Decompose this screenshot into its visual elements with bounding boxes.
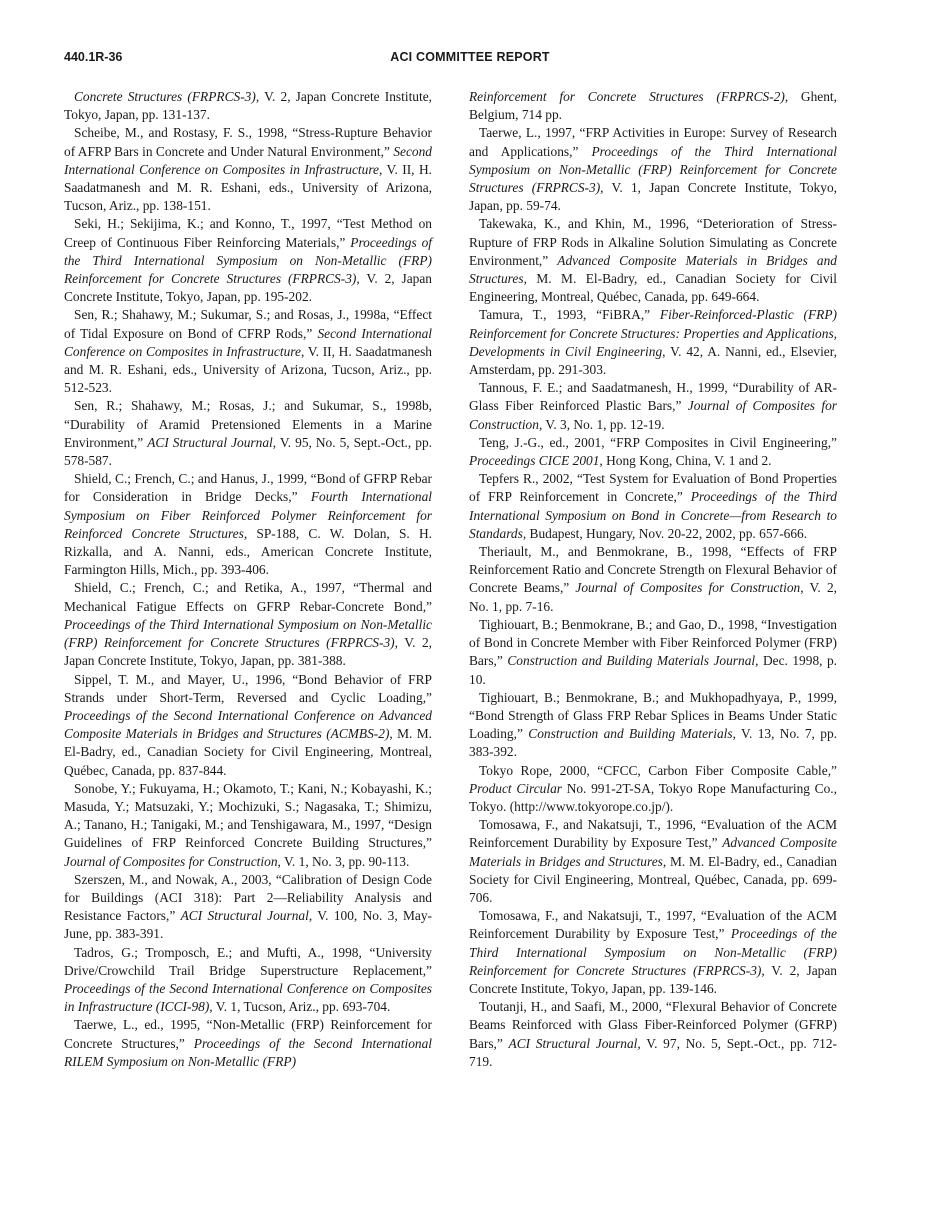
reference-text: , V. 1, Tucson, Ariz., pp. 693-704. xyxy=(209,999,391,1015)
reference-text: Sen, R.; Shahawy, M.; Sukumar, S.; and Rosas, J., 1998a, “Effect of Tidal Exposure on Bond of CFRP Rods,” xyxy=(64,307,432,341)
reference-source-title: Product Circular xyxy=(469,780,562,796)
reference-text: Tomosawa, F., and Nakatsuji, T., 1997, “Evaluation of the ACM Reinforcement Durability by Exposure Test,” xyxy=(469,908,837,942)
reference-text: , V. 13, No. 7, pp. 383-392. xyxy=(469,726,837,760)
reference-source-title: Second International Conference on Composites in Infrastructure xyxy=(64,325,432,359)
reference-text: , V. 2, Japan Concrete Institute, Tokyo, Japan, pp. 131-137. xyxy=(64,89,432,123)
reference-text: , V. 1, No. 3, pp. 90-113. xyxy=(277,853,410,869)
reference-text: Sen, R.; Shahawy, M.; Rosas, J.; and Sukumar, S., 1998b, “Durability of Aramid Pretensioned Elements in a Marine Environment,” xyxy=(64,398,432,450)
reference-source-title: Fiber-Reinforced-Plastic (FRP) Reinforcement for Concrete Structures: Properties and Applications, Developments in Civil Engineering xyxy=(469,307,837,359)
reference-text: , Dec. 1998, p. 10. xyxy=(469,653,838,687)
page-number: 440.1R-36 xyxy=(64,50,123,64)
reference-text: , Budapest, Hungary, Nov. 20-22, 2002, pp. 657-666. xyxy=(522,525,808,541)
reference-text: , SP-188, C. W. Dolan, S. H. Rizkalla, and A. Nanni, eds., American Concrete Institute, Farmington Hills, Mich., pp. 393-406. xyxy=(64,525,432,578)
reference-text: , M. M. El-Badry, ed., Canadian Society for Civil Engineering, Montreal, Québec, Canada, pp. 649-664. xyxy=(469,271,837,305)
reference-source-title: Fourth International Symposium on Fiber Reinforced Polymer Reinforcement for Reinforced Concrete Structures xyxy=(64,489,433,541)
reference-text: Tamura, T., 1993, “FiBRA,” xyxy=(479,307,660,323)
reference-entry xyxy=(64,215,432,306)
reference-text: Szerszen, M., and Nowak, A., 2003, “Calibration of Design Code for Buildings (ACI 318): Part 2—Reliability Analysis and Resistance Factors,” xyxy=(64,871,432,924)
reference-source-title: Journal of Composites for Construction xyxy=(64,853,278,869)
reference-text: , V. 100, No. 3, May-June, pp. 383-391. xyxy=(64,908,433,942)
reference-entry xyxy=(469,616,837,689)
reference-source-title: Proceedings of the Second International RILEM Symposium on Non-Metallic (FRP) xyxy=(64,1035,432,1069)
reference-text: , V. 97, No. 5, Sept.-Oct., pp. 712-719. xyxy=(469,1035,837,1069)
reference-text: , V. 2, Japan Concrete Institute, Tokyo, Japan, pp. 139-146. xyxy=(469,962,837,996)
reference-text: , Ghent, Belgium, 714 pp. xyxy=(469,89,837,123)
reference-entry xyxy=(64,944,432,1017)
reference-entry xyxy=(64,780,432,871)
reference-text: , V. 95, No. 5, Sept.-Oct., pp. 578-587. xyxy=(64,434,432,469)
reference-text: , V. 42, A. Nanni, ed., Elsevier, Amsterdam, pp. 291-303. xyxy=(469,343,838,378)
reference-entry xyxy=(64,88,432,124)
reference-text: Tepfers R., 2002, “Test System for Evaluation of Bond Properties of FRP Reinforcement in Concrete,” xyxy=(469,471,837,505)
reference-source-title: Proceedings of the Second International Conference on Composites in Infrastructure (ICCI-98) xyxy=(64,980,432,1015)
reference-entry xyxy=(64,1016,432,1071)
reference-text: Tomosawa, F., and Nakatsuji, T., 1996, “Evaluation of the ACM Reinforcement Durability by Exposure Test,” xyxy=(469,817,837,851)
reference-source-title: Advanced Composite Materials in Bridges and Structures xyxy=(469,252,837,287)
reference-source-title: ACI Structural Journal xyxy=(180,908,309,924)
reference-entry xyxy=(64,579,432,670)
reference-entry xyxy=(469,689,837,762)
reference-source-title: ACI Structural Journal xyxy=(508,1035,638,1051)
reference-text: , V. 3, No. 1, pp. 12-19. xyxy=(538,416,665,432)
reference-entry xyxy=(469,215,837,306)
reference-entry xyxy=(469,816,837,907)
reference-column-right xyxy=(469,88,837,1071)
reference-source-title: Advanced Composite Materials in Bridges and Structures xyxy=(469,835,838,869)
reference-text: , V. II, H. Saadatmanesh and M. R. Eshani, eds., University of Arizona, Tucson, Ariz., pp. 512-523. xyxy=(64,343,432,396)
reference-source-title: Second International Conference on Composites in Infrastructure xyxy=(64,143,432,177)
reference-text: Toutanji, H., and Saafi, M., 2000, “Flexural Behavior of Concrete Beams Reinforced with Glass Fiber-Reinforced Polymer (GFRP) Bars,” xyxy=(469,999,837,1051)
reference-source-title: Proceedings of the Second International Conference on Advanced Composite Materials in Bridges and Structures (ACMBS-2) xyxy=(64,707,432,742)
reference-text: , Hong Kong, China, V. 1 and 2. xyxy=(599,453,772,469)
page-header xyxy=(64,50,876,70)
reference-text: Takewaka, K., and Khin, M., 1996, “Deterioration of Stress-Rupture of FRP Rods in Alkaline Solution Simulating as Concrete Environment,” xyxy=(469,216,837,268)
reference-text: Sippel, T. M., and Mayer, U., 1996, “Bond Behavior of FRP Strands under Short-Term, Reversed and Cyclic Loading,” xyxy=(64,671,432,705)
reference-entry xyxy=(469,470,837,543)
reference-source-title: ACI Structural Journal xyxy=(147,434,273,450)
reference-entry xyxy=(469,907,837,998)
reference-source-title: Proceedings CICE 2001 xyxy=(469,453,600,469)
reference-text: , M. M. El-Badry, ed., Canadian Society for Civil Engineering, Montreal, Québec, Canada, pp. 699-706. xyxy=(469,853,837,905)
reference-entry xyxy=(469,434,837,470)
reference-source-title: Construction and Building Materials xyxy=(528,726,733,742)
reference-text: Shield, C.; French, C.; and Retika, A., 1997, “Thermal and Mechanical Fatigue Effects on GFRP Rebar-Concrete Bond,” xyxy=(64,580,432,614)
reference-source-title: Proceedings of the Third International Symposium on Non-Metallic (FRP) Reinforcement for Concrete Structures (FRPRCS-3) xyxy=(469,926,837,978)
reference-entry xyxy=(64,470,432,579)
reference-entry xyxy=(64,871,432,944)
report-title: ACI COMMITTEE REPORT xyxy=(390,50,550,64)
reference-source-title: Proceedings of the Third International Symposium on Non-Metallic (FRP) Reinforcement for Concrete Structures (FRPRCS-3) xyxy=(64,234,432,287)
reference-text: , V. 2, No. 1, pp. 7-16. xyxy=(469,580,837,614)
reference-text: Taerwe, L., ed., 1995, “Non-Metallic (FRP) Reinforcement for Concrete Structures,” xyxy=(64,1017,432,1051)
reference-text: Theriault, M., and Benmokrane, B., 1998, “Effects of FRP Reinforcement Ratio and Concrete Strength on Flexural Behavior of Concrete Beams,” xyxy=(469,544,837,596)
reference-text: Tokyo Rope, 2000, “CFCC, Carbon Fiber Composite Cable,” xyxy=(479,762,837,778)
reference-entry xyxy=(64,306,432,397)
reference-text: , V. II, H. Saadatmanesh and M. R. Eshani, eds., University of Arizona, Tucson, Ariz., pp. 138-151. xyxy=(64,161,432,214)
reference-text: Taerwe, L., 1997, “FRP Activities in Europe: Survey of Research and Applications,” xyxy=(469,125,837,159)
reference-source-title: Reinforcement for Concrete Structures (FRPRCS-2) xyxy=(469,89,785,104)
reference-entry xyxy=(469,306,837,379)
reference-text: Teng, J.-G., ed., 2001, “FRP Composites in Civil Engineering,” xyxy=(479,434,837,450)
reference-entry-continued xyxy=(469,88,837,124)
reference-text: No. 991-2T-SA, Tokyo Rope Manufacturing Co., Tokyo. (http://www.tokyorope.co.jp/). xyxy=(469,780,837,814)
reference-text: Tadros, G.; Tromposch, E.; and Mufti, A., 1998, “University Drive/Crowchild Trail Bridge Superstructure Replacement,” xyxy=(64,944,432,978)
reference-text: Sonobe, Y.; Fukuyama, H.; Okamoto, T.; Kani, N.; Kobayashi, K.; Masuda, Y.; Matsuzaki, Y.; Mochizuki, S.; Nagasaka, T.; Shimizu, A.; Tanano, H.; Tanigaki, M.; and Tenshigawara, M., 1997, “Design Guidelines of FRP Reinforced Concrete Building Structures,” xyxy=(64,780,432,851)
reference-source-title: Proceedings of the Third International Symposium on Bond in Concrete—from Research to Standards xyxy=(469,489,838,541)
reference-source-title: Proceedings of the Third International Symposium on Non-Metallic (FRP) Reinforcement for Concrete Structures (FRPRCS-3) xyxy=(469,143,837,196)
reference-source-title: Concrete Structures (FRPRCS-3) xyxy=(74,89,256,104)
reference-entry xyxy=(469,762,837,817)
reference-source-title: Proceedings of the Third International Symposium on Non-Metallic (FRP) Reinforcement for Concrete Structures (FRPRCS-3) xyxy=(64,616,432,651)
reference-text: Scheibe, M., and Rostasy, F. S., 1998, “Stress-Rupture Behavior of AFRP Bars in Concrete and Under Natural Environment,” xyxy=(64,125,432,159)
reference-entry xyxy=(469,124,837,215)
reference-text: Seki, H.; Sekijima, K.; and Konno, T., 1997, “Test Method on Creep of Continuous Fiber Reinforcing Materials,” xyxy=(64,216,432,250)
reference-entry xyxy=(64,124,432,215)
reference-text: , V. 1, Japan Concrete Institute, Tokyo, Japan, pp. 59-74. xyxy=(469,180,837,214)
reference-text: Tighiouart, B.; Benmokrane, B.; and Mukhopadhyaya, P., 1999, “Bond Strength of Glass FRP Rebar Splices in Beams Under Static Loading,” xyxy=(469,689,837,742)
reference-entry xyxy=(469,998,837,1071)
reference-text: Shield, C.; French, C.; and Hanus, J., 1999, “Bond of GFRP Rebar for Consideration in Bridge Decks,” xyxy=(64,471,432,505)
reference-source-title: Journal of Composites for Construction xyxy=(575,580,801,596)
reference-text: Tighiouart, B.; Benmokrane, B.; and Gao, D., 1998, “Investigation of Bond in Concrete Member with Fiber Reinforced Polymer (FRP) Bars,” xyxy=(469,616,837,669)
reference-text: , V. 2, Japan Concrete Institute, Tokyo, Japan, pp. 381-388. xyxy=(64,635,432,669)
reference-column-left xyxy=(64,88,432,1071)
reference-entry xyxy=(469,543,837,616)
reference-source-title: Construction and Building Materials Journal xyxy=(507,653,756,669)
reference-source-title: Journal of Composites for Construction xyxy=(469,398,837,432)
reference-entry xyxy=(64,397,432,470)
reference-text: , M. M. El-Badry, ed., Canadian Society for Civil Engineering, Montreal, Québec, Canada, pp. 837-844. xyxy=(64,726,432,778)
reference-text: , V. 2, Japan Concrete Institute, Tokyo, Japan, pp. 195-202. xyxy=(64,271,432,305)
reference-entry xyxy=(64,671,432,780)
reference-entry xyxy=(469,379,837,434)
reference-text: Tannous, F. E.; and Saadatmanesh, H., 1999, “Durability of AR-Glass Fiber Reinforced Plastic Bars,” xyxy=(469,380,837,414)
